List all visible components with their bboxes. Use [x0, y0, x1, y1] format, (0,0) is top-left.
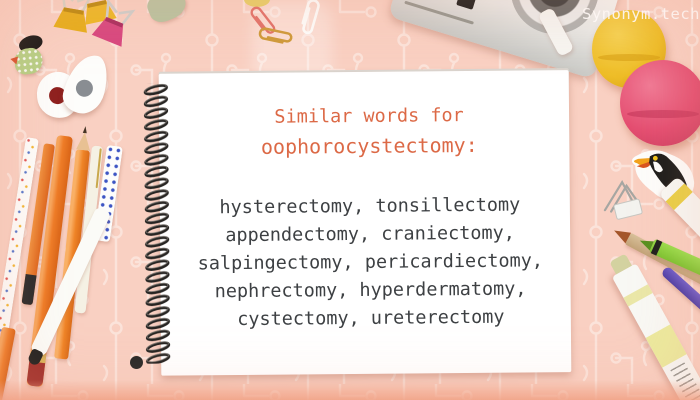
synonym-line: hysterectomy, tonsillectomy — [219, 194, 521, 219]
synonym-list — [168, 191, 573, 335]
gray-stamp-dot — [74, 78, 95, 99]
bottom-shade — [0, 380, 700, 400]
synonym-line: nephrectomy, hyperdermatomy, — [214, 278, 527, 303]
card-title-headword: oophorocystectomy: — [260, 132, 478, 159]
synonym-line: salpingectomy, pericardiectomy, — [197, 250, 544, 275]
synonym-line: cystectomy, ureterectomy — [237, 306, 505, 331]
green-bird-figurine — [10, 34, 50, 78]
site-watermark: Synonym.tech — [582, 5, 700, 23]
bird-body — [13, 47, 44, 76]
card-title-line1: Similar words for — [274, 105, 464, 128]
camera-button — [456, 0, 476, 10]
marker-band — [623, 284, 652, 306]
silver-binder-clip — [592, 173, 659, 227]
card-text — [167, 68, 573, 335]
pink-macaron — [620, 60, 700, 146]
synonym-line: appendectomy, craniectomy, — [225, 222, 515, 247]
spiral-notebook — [139, 68, 574, 378]
